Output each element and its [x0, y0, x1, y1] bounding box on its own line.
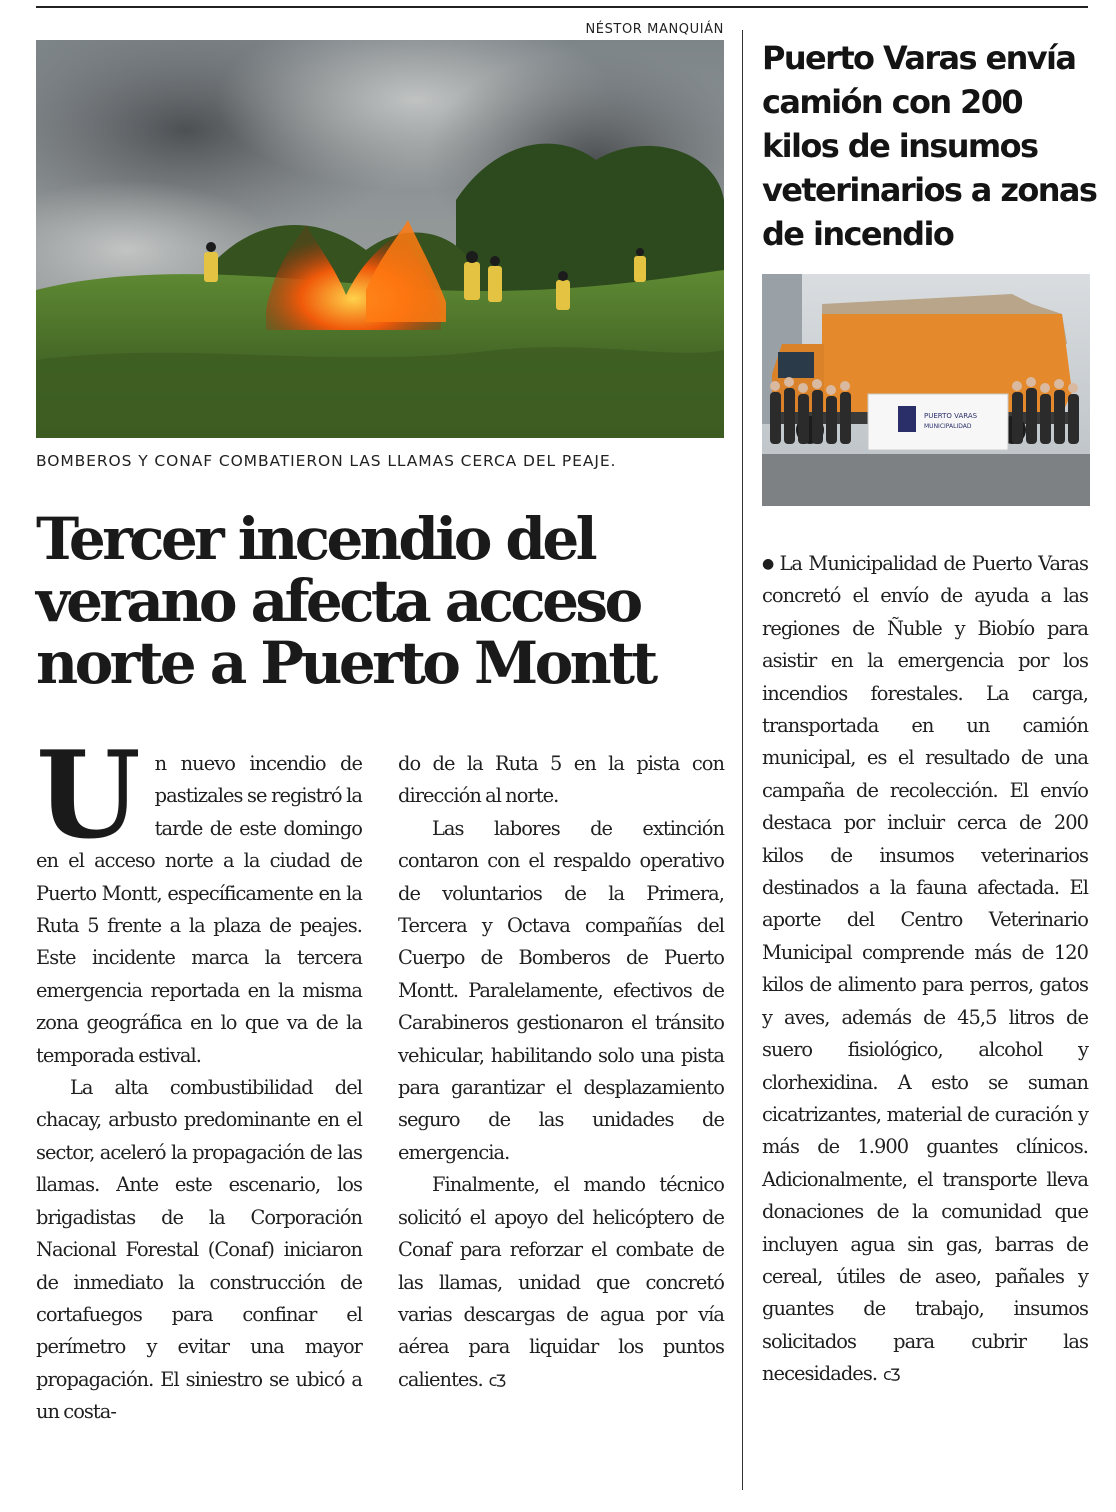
- municipal-banner: [868, 394, 1008, 450]
- coat-of-arms-icon: [898, 406, 916, 432]
- fire-photo: [36, 40, 724, 438]
- banner-title: PUERTO VARAS: [924, 412, 978, 420]
- photo-caption: BOMBEROS Y CONAF COMBATIERON LAS LLAMAS CERCA DEL PEAJE.: [36, 452, 617, 470]
- end-mark-icon: ᴄƷ: [488, 1370, 505, 1390]
- column-divider: [742, 30, 743, 1490]
- article-paragraph-1: [36, 725, 362, 1072]
- sidebar-body-text: La Municipalidad de Puerto Varas concretó el envío de ayuda a las regiones de Ñuble y Biobío para asistir en la emergencia por los incendios forestales. La carga, transportada en un camión municipal, es el resultado de una campaña de recolección. El envío destaca por incluir cerca de 200 kilos de insumos veterinarios destinados a la fauna afectada. El aporte del Centro Veterinario Municipal comprende más de 120 kilos de alimento para perros, gatos y aves, además de 45,5 litros de suero fisiológico, alcohol y clorhexidina. A esto se suman cicatrizantes, material de curación y más de 1.900 guantes clínicos. Adicionalmente, el transporte lleva donaciones de la comunidad que incluyen agua sin gas, barras de cereal, útiles de aseo, pañales y guantes de trabajo, insumos solicitados para cubrir las necesidades.: [762, 552, 1088, 1386]
- truck-photo: [762, 274, 1090, 506]
- sidebar-end-mark-icon: ᴄƷ: [883, 1365, 899, 1385]
- bullet-icon: ●: [762, 556, 776, 572]
- sidebar-body: [762, 548, 1088, 1392]
- article-paragraph-5-text: Finalmente, el mando técnico solicitó el apoyo del helicóptero de Conaf para reforzar el combate de las llamas, unidad que concretó varias descargas de agua por vía aérea para liquidar los puntos calientes.: [398, 1173, 724, 1391]
- headline: Tercer incendio del verano afecta acceso norte a Puerto Montt: [36, 505, 655, 697]
- top-rule: [36, 6, 1088, 8]
- truck-photo-illustration: [762, 274, 1090, 506]
- article-column-1: [36, 725, 362, 1429]
- article-paragraph-5: [398, 1169, 724, 1397]
- article-paragraph-2: La alta combustibilidad del chacay, arbusto predominante en el sector, aceleró la propagación de las llamas. Ante este escenario, los brigadistas de la Corporación Nacional Forestal (Conaf) iniciaron de inmediato la construcción de cortafuegos para confinar el perímetro y evitar una mayor propagación. El siniestro se ubicó a un costa-: [36, 1076, 362, 1424]
- sidebar-headline: Puerto Varas envía camión con 200 kilos de insumos veterinarios a zonas de incendio: [762, 39, 1097, 253]
- article-paragraph-4: Las labores de extinción contaron con el respaldo operativo de voluntarios de la Primera, Tercera y Octava compañías del Cuerpo de Bomberos de Puerto Montt. Paralelamente, efectivos de Carabineros gestionaron el tránsito vehicular, habilitando solo una pista para garantizar el desplazamiento seguro de las unidades de emergencia.: [398, 816, 724, 1164]
- article-paragraph-1-text: n nuevo incendio de pastizales se registró la tarde de este domingo en el acceso norte a la ciudad de Puerto Montt, específicamente en la Ruta 5 frente a la plaza de peajes. Este incidente marca la tercera emergencia reportada en la misma zona geográfica en lo que va de la temporada estival.: [36, 752, 362, 1067]
- banner-subtitle: MUNICIPALIDAD: [924, 423, 972, 430]
- article-column-2: [398, 748, 724, 1397]
- article-paragraph-3: do de la Ruta 5 en la pista con dirección al norte.: [398, 752, 724, 808]
- drop-cap: U: [36, 725, 141, 866]
- photo-credit: NÉSTOR MANQUIÁN: [585, 22, 724, 37]
- fire-photo-illustration: [36, 40, 724, 438]
